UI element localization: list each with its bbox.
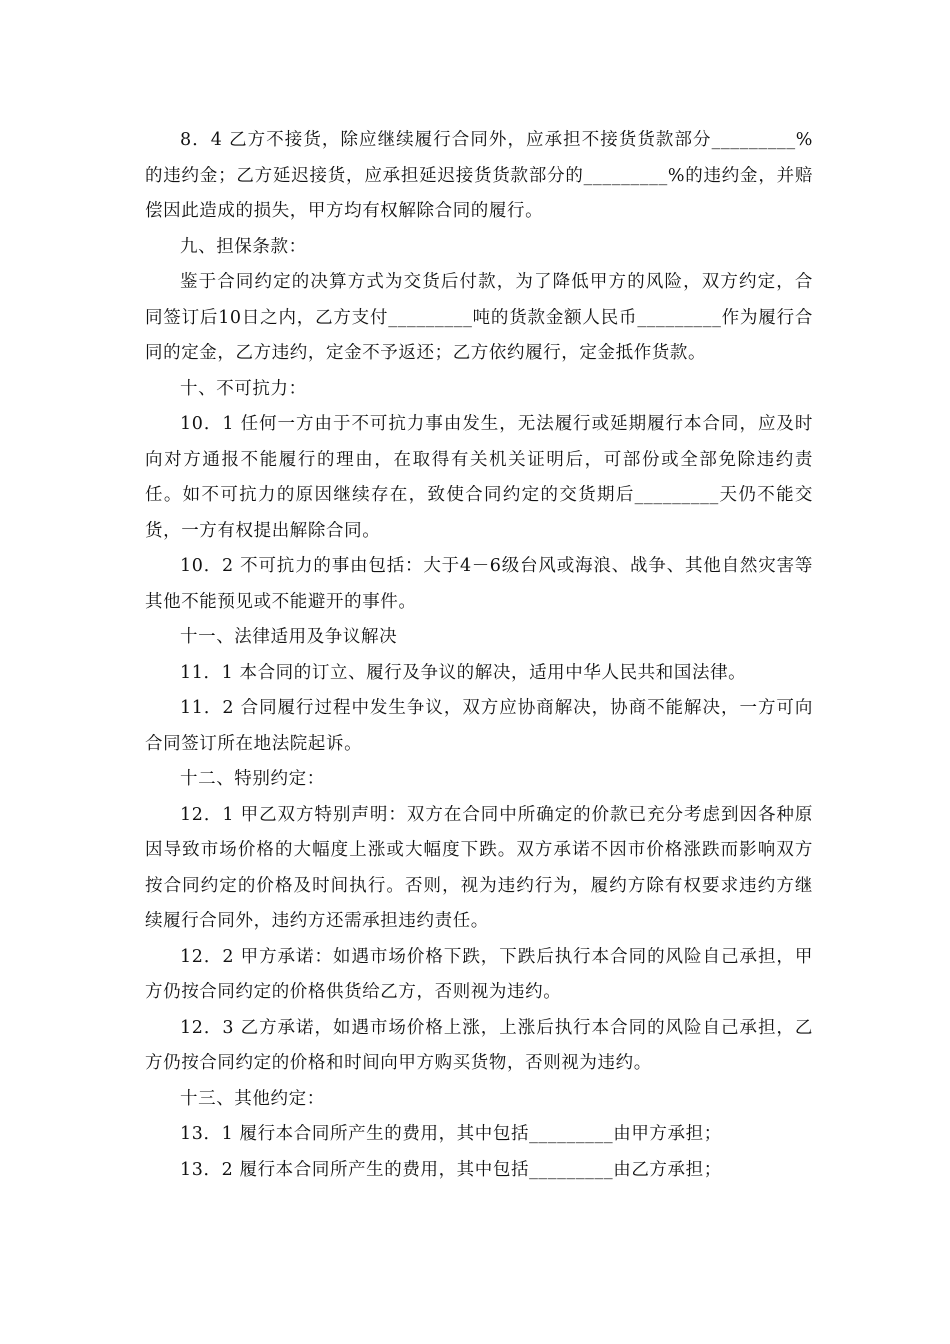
clause-9: 鉴于合同约定的决算方式为交货后付款，为了降低甲方的风险，双方约定，合同签订后10日之内，乙方支付_________吨的货款金额人民币_________作为履行合同的定金，乙方违约，定金不予返还；乙方依约履行，定金抵作货款。 (145, 272, 813, 363)
contract-body (145, 123, 813, 1188)
clause-10-1: 10．1 任何一方由于不可抗力事由发生，无法履行或延期履行本合同，应及时向对方通报不能履行的理由，在取得有关机关证明后，可部份或全部免除违约责任。如不可抗力的原因继续存在，致使合同约定的交货期后_________天仍不能交货，一方有权提出解除合同。 (145, 414, 813, 541)
section-heading-11: 十一、法律适用及争议解决 (180, 627, 398, 647)
clause-12-2: 12．2 甲方承诺：如遇市场价格下跌，下跌后执行本合同的风险自己承担，甲方仍按合同约定的价格供货给乙方，否则视为违约。 (145, 946, 813, 1002)
clause-10-2: 10．2 不可抗力的事由包括：大于4－6级台风或海浪、战争、其他自然灾害等其他不能预见或不能避开的事件。 (145, 556, 813, 612)
section-heading-13: 十三、其他约定： (180, 1088, 325, 1109)
section-heading-12: 十二、特别约定： (180, 769, 325, 789)
clause-13-1: 13．1 履行本合同所产生的费用，其中包括_________由甲方承担； (180, 1124, 722, 1144)
clause-11-2: 11．2 合同履行过程中发生争议，双方应协商解决，协商不能解决，一方可向合同签订所在地法院起诉。 (145, 698, 813, 754)
clause-13-2: 13．2 履行本合同所产生的费用，其中包括_________由乙方承担； (180, 1159, 722, 1180)
section-heading-10: 十、不可抗力： (180, 378, 307, 399)
clause-8-4: 8．4 乙方不接货，除应继续履行合同外，应承担不接货货款部分_________%的违约金；乙方延迟接货，应承担延迟接货货款部分的_________%的违约金，并赔偿因此造成的损失，甲方均有权解除合同的履行。 (145, 130, 813, 221)
clause-12-1: 12．1 甲乙双方特别声明：双方在合同中所确定的价款已充分考虑到因各种原因导致市场价格的大幅度上涨或大幅度下跌。双方承诺不因市价格涨跌而影响双方按合同约定的价格及时间执行。否则，视为违约行为，履约方除有权要求违约方继续履行合同外，违约方还需承担违约责任。 (145, 804, 813, 931)
clause-12-3: 12．3 乙方承诺，如遇市场价格上涨，上涨后执行本合同的风险自己承担，乙方仍按合同约定的价格和时间向甲方购买货物，否则视为违约。 (145, 1017, 813, 1073)
clause-11-1: 11．1 本合同的订立、履行及争议的解决，适用中华人民共和国法律。 (180, 662, 747, 683)
section-heading-9: 九、担保条款： (180, 236, 307, 257)
